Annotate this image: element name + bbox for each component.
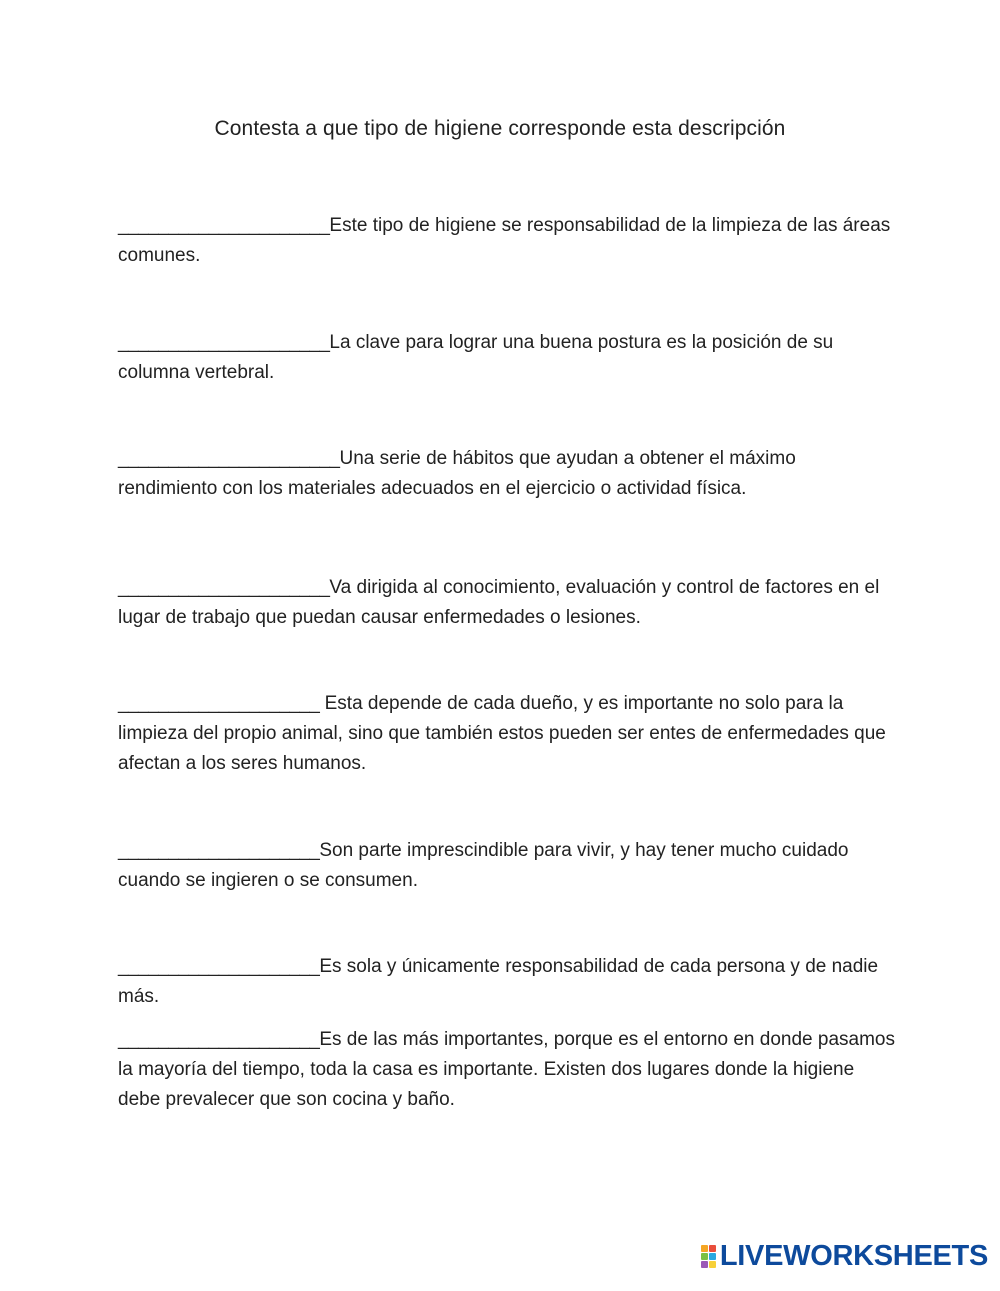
answer-blank[interactable]: ____________________ — [118, 840, 320, 861]
question-item — [118, 1025, 898, 1115]
liveworksheets-logo — [701, 1240, 988, 1273]
question-text: Esta depende de cada dueño, y es importante no solo para la limpieza del propio animal, sino que también estos pueden ser entes de enfermedades que afectan a los seres humanos. — [118, 693, 886, 774]
question-item — [118, 573, 898, 633]
question-item — [118, 952, 898, 1012]
question-text: Son parte imprescindible para vivir, y hay tener mucho cuidado cuando se ingieren o se consumen. — [118, 840, 849, 891]
answer-blank[interactable]: ____________________ — [118, 956, 320, 977]
answer-blank[interactable]: ____________________ — [118, 693, 320, 714]
question-text: La clave para lograr una buena postura es la posición de su columna vertebral. — [118, 332, 834, 383]
question-item — [118, 328, 898, 388]
liveworksheets-logo-icon — [701, 1245, 716, 1268]
question-item — [118, 211, 898, 271]
question-item — [118, 836, 898, 896]
answer-blank[interactable]: _____________________ — [118, 215, 330, 236]
question-text: Va dirigida al conocimiento, evaluación y control de factores en el lugar de trabajo que puedan causar enfermedades o lesiones. — [118, 577, 880, 628]
answer-blank[interactable]: _____________________ — [118, 332, 330, 353]
question-text: Es sola y únicamente responsabilidad de cada persona y de nadie más. — [118, 956, 879, 1007]
logo-text: LIVEWORKSHEETS — [719, 1240, 988, 1272]
question-text: Es de las más importantes, porque es el entorno en donde pasamos la mayoría del tiempo, toda la casa es importante. Existen dos lugares donde la higiene debe prevalecer que son cocina y baño. — [118, 1029, 895, 1110]
answer-blank[interactable]: ____________________ — [118, 1029, 320, 1050]
question-text: Este tipo de higiene se responsabilidad de la limpieza de las áreas comunes. — [118, 215, 891, 266]
question-text: Una serie de hábitos que ayudan a obtener el máximo rendimiento con los materiales adecuados en el ejercicio o actividad física. — [118, 448, 796, 499]
answer-blank[interactable]: _____________________ — [118, 577, 330, 598]
question-item — [118, 444, 898, 504]
question-item — [118, 689, 898, 779]
answer-blank[interactable]: ______________________ — [118, 448, 340, 469]
page-title: Contesta a que tipo de higiene corresponde esta descripción — [214, 117, 786, 140]
